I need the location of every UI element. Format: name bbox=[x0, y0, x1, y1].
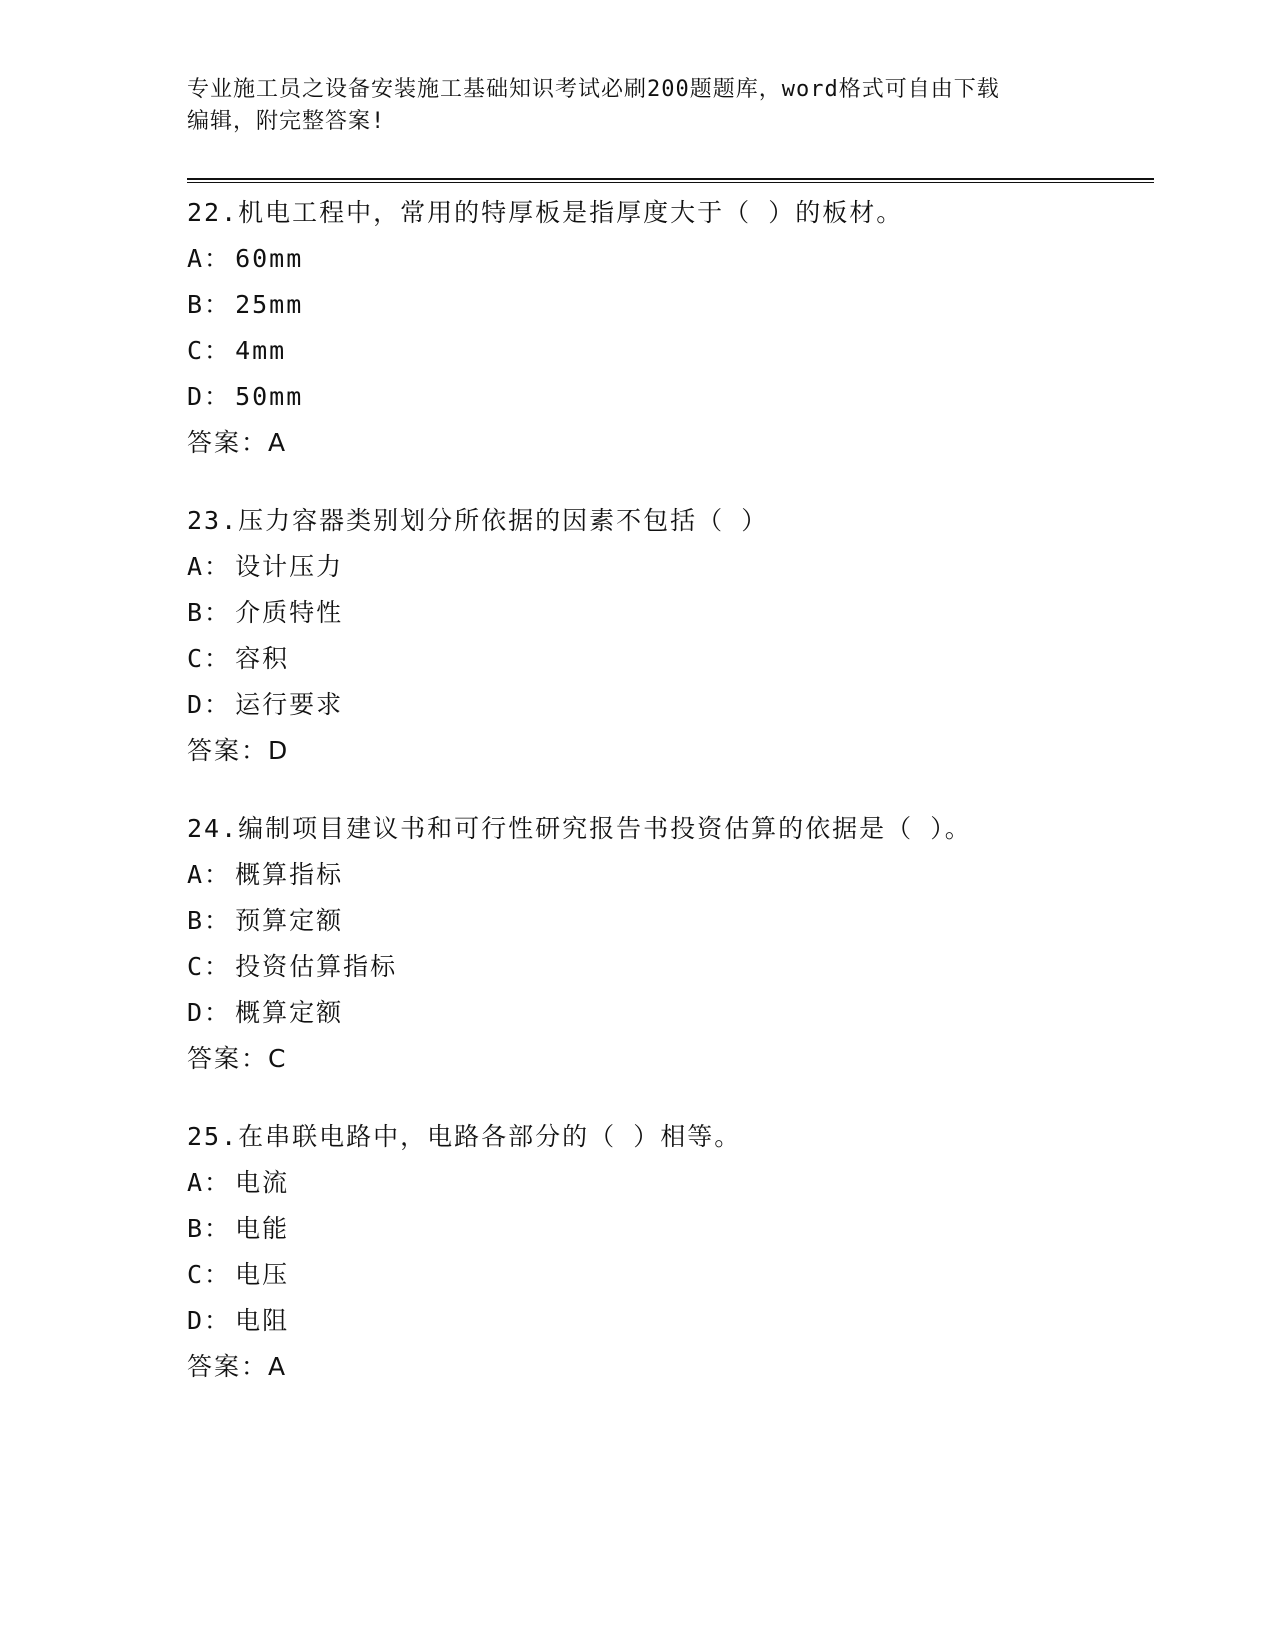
answer-value: A bbox=[268, 1352, 288, 1381]
answer-prefix: 答案： bbox=[187, 736, 269, 765]
header-line-1: 专业施工员之设备安装施工基础知识考试必刷200题题库，word格式可自由下载 bbox=[187, 77, 1000, 102]
option-b bbox=[187, 282, 1187, 328]
answer-line bbox=[187, 728, 1187, 774]
option-text: 设计压力 bbox=[235, 552, 344, 581]
answer-line bbox=[187, 1036, 1187, 1082]
question-stem: 23.压力容器类别划分所依据的因素不包括（ ） bbox=[187, 506, 769, 535]
answer-value: C bbox=[268, 1044, 288, 1073]
option-a bbox=[187, 236, 1187, 282]
option-label: A： bbox=[187, 1168, 232, 1197]
option-text: 概算定额 bbox=[235, 998, 344, 1027]
answer-line bbox=[187, 1344, 1187, 1390]
option-text: 50mm bbox=[235, 382, 304, 411]
option-label: C： bbox=[187, 1260, 232, 1289]
option-d bbox=[187, 990, 1187, 1036]
option-text: 投资估算指标 bbox=[235, 952, 398, 981]
option-c bbox=[187, 636, 1187, 682]
option-text: 60mm bbox=[235, 244, 304, 273]
question-list bbox=[187, 190, 1187, 1422]
option-text: 容积 bbox=[235, 644, 290, 673]
option-text: 电能 bbox=[235, 1214, 290, 1243]
option-text: 电阻 bbox=[235, 1306, 290, 1335]
option-d bbox=[187, 1298, 1187, 1344]
option-b bbox=[187, 1206, 1187, 1252]
header-line-2: 编辑，附完整答案! bbox=[187, 109, 386, 134]
option-b bbox=[187, 590, 1187, 636]
option-label: C： bbox=[187, 644, 232, 673]
option-c bbox=[187, 944, 1187, 990]
option-a bbox=[187, 1160, 1187, 1206]
question-23 bbox=[187, 498, 1187, 774]
answer-value: A bbox=[268, 428, 288, 457]
option-text: 电压 bbox=[235, 1260, 290, 1289]
option-label: A： bbox=[187, 552, 232, 581]
option-c bbox=[187, 1252, 1187, 1298]
option-label: A： bbox=[187, 244, 232, 273]
question-24 bbox=[187, 806, 1187, 1082]
option-c bbox=[187, 328, 1187, 374]
answer-prefix: 答案： bbox=[187, 428, 269, 457]
answer-prefix: 答案： bbox=[187, 1044, 269, 1073]
question-25 bbox=[187, 1114, 1187, 1390]
option-d bbox=[187, 374, 1187, 420]
answer-value: D bbox=[268, 736, 290, 765]
option-label: C： bbox=[187, 336, 232, 365]
answer-prefix: 答案： bbox=[187, 1352, 269, 1381]
header-rule-thick bbox=[187, 178, 1154, 180]
option-d bbox=[187, 682, 1187, 728]
option-text: 4mm bbox=[235, 336, 287, 365]
option-text: 25mm bbox=[235, 290, 304, 319]
option-text: 介质特性 bbox=[235, 598, 344, 627]
option-label: D： bbox=[187, 1306, 232, 1335]
question-stem: 25.在串联电路中，电路各部分的（ ）相等。 bbox=[187, 1122, 742, 1151]
option-a bbox=[187, 544, 1187, 590]
option-a bbox=[187, 852, 1187, 898]
answer-line bbox=[187, 420, 1187, 466]
question-stem: 24.编制项目建议书和可行性研究报告书投资估算的依据是（ ）。 bbox=[187, 814, 972, 843]
option-label: D： bbox=[187, 382, 232, 411]
option-label: B： bbox=[187, 906, 232, 935]
option-label: C： bbox=[187, 952, 232, 981]
option-text: 预算定额 bbox=[235, 906, 344, 935]
document-header bbox=[187, 74, 1087, 138]
option-label: B： bbox=[187, 1214, 232, 1243]
option-label: D： bbox=[187, 998, 232, 1027]
option-text: 电流 bbox=[235, 1168, 290, 1197]
option-label: B： bbox=[187, 598, 232, 627]
question-stem: 22.机电工程中，常用的特厚板是指厚度大于（ ）的板材。 bbox=[187, 198, 904, 227]
header-rule-thin bbox=[187, 182, 1154, 183]
option-label: A： bbox=[187, 860, 232, 889]
option-label: D： bbox=[187, 690, 232, 719]
option-label: B： bbox=[187, 290, 232, 319]
option-text: 运行要求 bbox=[235, 690, 344, 719]
option-b bbox=[187, 898, 1187, 944]
option-text: 概算指标 bbox=[235, 860, 344, 889]
question-22 bbox=[187, 190, 1187, 466]
